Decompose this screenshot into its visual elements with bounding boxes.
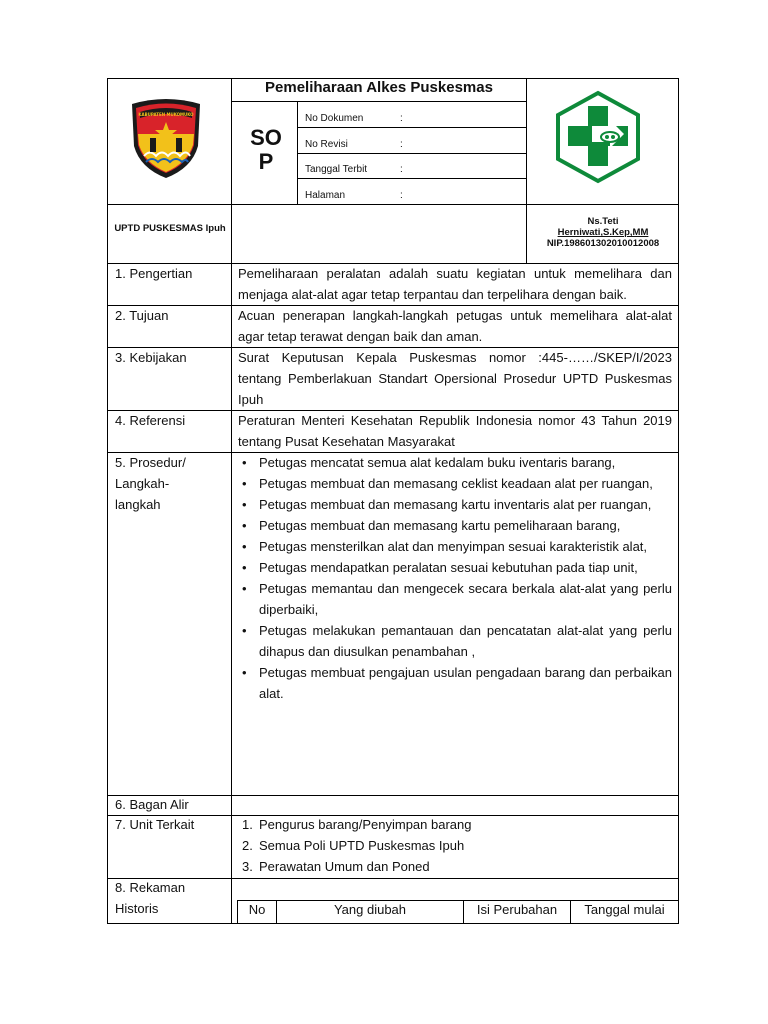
related-unit-number: 3. bbox=[242, 859, 253, 874]
related-units-list bbox=[238, 814, 672, 877]
meta-halaman-label: Halaman bbox=[305, 190, 346, 201]
section-text-kebijakan: Surat Keputusan Kepala Puskesmas nomor :445-……/SKEP/I/2023 tentang Pemberlakuan Standart Opersional Prosedur UPTD Puskesmas Ipuh bbox=[238, 350, 672, 407]
table-border bbox=[231, 101, 527, 102]
table-border bbox=[231, 78, 232, 264]
table-border bbox=[107, 204, 679, 205]
history-col-no: No bbox=[248, 902, 266, 917]
section-text-referensi: Peraturan Menteri Kesehatan Republik Indonesia nomor 43 Tahun 2019 tentang Pusat Kesehatan Masyarakat bbox=[238, 413, 672, 449]
procedure-step: • Petugas membuat dan memasang kartu inventaris alat per ruangan, bbox=[238, 494, 672, 515]
procedure-step: • Petugas mendapatkan peralatan sesuai kebutuhan pada tiap unit, bbox=[238, 557, 672, 578]
meta-no-dokumen-colon: : bbox=[400, 113, 403, 124]
table-border bbox=[297, 127, 527, 128]
section-label-prosedur: 5. Prosedur/ Langkah- langkah bbox=[115, 455, 186, 512]
related-unit-text: Perawatan Umum dan Poned bbox=[259, 859, 430, 874]
regency-emblem-logo bbox=[126, 94, 206, 180]
section-label-unit-terkait: 7. Unit Terkait bbox=[115, 817, 195, 832]
procedure-step: • Petugas membuat dan memasang ceklist keadaan alat per ruangan, bbox=[238, 473, 672, 494]
related-unit-text: Semua Poli UPTD Puskesmas Ipuh bbox=[259, 838, 465, 853]
procedure-step: • Petugas melakukan pemantauan dan pencatatan alat-alat yang perlu dihapus dan diusulkan penambahan , bbox=[238, 620, 672, 662]
signature-block bbox=[527, 216, 679, 249]
procedure-step: • Petugas memantau dan mengecek secara berkala alat-alat yang perlu diperbaiki, bbox=[238, 578, 672, 620]
signer-nip: NIP.198601302010012008 bbox=[546, 238, 660, 249]
procedure-step: • Petugas mensterilkan alat dan menyimpan sesuai karakteristik alat, bbox=[238, 536, 672, 557]
puskesmas-logo bbox=[552, 90, 644, 184]
meta-tanggal-terbit-label: Tanggal Terbit bbox=[305, 164, 368, 175]
meta-no-revisi-label: No Revisi bbox=[305, 139, 348, 150]
related-unit-text: Pengurus barang/Penyimpan barang bbox=[259, 817, 472, 832]
related-unit-item bbox=[238, 814, 672, 835]
meta-no-dokumen-label: No Dokumen bbox=[305, 113, 364, 124]
section-label-referensi: 4. Referensi bbox=[115, 413, 186, 428]
signer-name-line1: Ns.Teti bbox=[587, 216, 619, 227]
section-label-bagan-alir: 6. Bagan Alir bbox=[115, 797, 189, 812]
section-label-rekaman-historis: 8. Rekaman Historis bbox=[115, 880, 186, 916]
signer-name-line2: Herniwati,S.Kep,MM bbox=[557, 227, 649, 238]
section-label-tujuan: 2. Tujuan bbox=[115, 308, 169, 323]
history-col-tanggal-mulai: Tanggal mulai bbox=[584, 902, 665, 917]
related-unit-number: 2. bbox=[242, 838, 253, 853]
history-col-yang-diubah: Yang diubah bbox=[333, 902, 407, 917]
meta-halaman-colon: : bbox=[400, 190, 403, 201]
sop-label: SO P bbox=[250, 125, 282, 174]
table-border bbox=[297, 153, 527, 154]
section-label-pengertian: 1. Pengertian bbox=[115, 266, 193, 281]
meta-tanggal-terbit-colon: : bbox=[400, 164, 403, 175]
table-border bbox=[297, 178, 527, 179]
procedure-step: • Petugas membuat pengajuan usulan pengadaan barang dan perbaikan alat. bbox=[238, 662, 672, 704]
related-unit-item bbox=[238, 835, 672, 856]
document-title: Pemeliharaan Alkes Puskesmas bbox=[265, 79, 493, 96]
related-unit-number: 1. bbox=[242, 817, 253, 832]
history-col-isi-perubahan: Isi Perubahan bbox=[476, 902, 558, 917]
section-text-pengertian: Pemeliharaan peralatan adalah suatu kegiatan untuk memelihara dan menjaga alat-alat agar tetap terpantau dan terpelihara dengan baik. bbox=[238, 266, 672, 302]
emblem-banner-text: KABUPATEN MUKOMUKO bbox=[138, 112, 194, 117]
table-border bbox=[107, 923, 679, 924]
related-unit-item bbox=[238, 856, 672, 877]
section-text-tujuan: Acuan penerapan langkah-langkah petugas untuk memelihara alat-alat agar tetap terawat dengan baik dan aman. bbox=[238, 308, 672, 344]
organization-name: UPTD PUSKESMAS Ipuh bbox=[114, 223, 226, 234]
procedure-step: • Petugas mencatat semua alat kedalam buku iventaris barang, bbox=[238, 452, 672, 473]
section-label-kebijakan: 3. Kebijakan bbox=[115, 350, 187, 365]
meta-no-revisi-colon: : bbox=[400, 139, 403, 150]
procedure-list bbox=[238, 452, 672, 704]
table-border bbox=[231, 263, 232, 924]
procedure-step: • Petugas membuat dan memasang kartu pemeliharaan barang, bbox=[238, 515, 672, 536]
